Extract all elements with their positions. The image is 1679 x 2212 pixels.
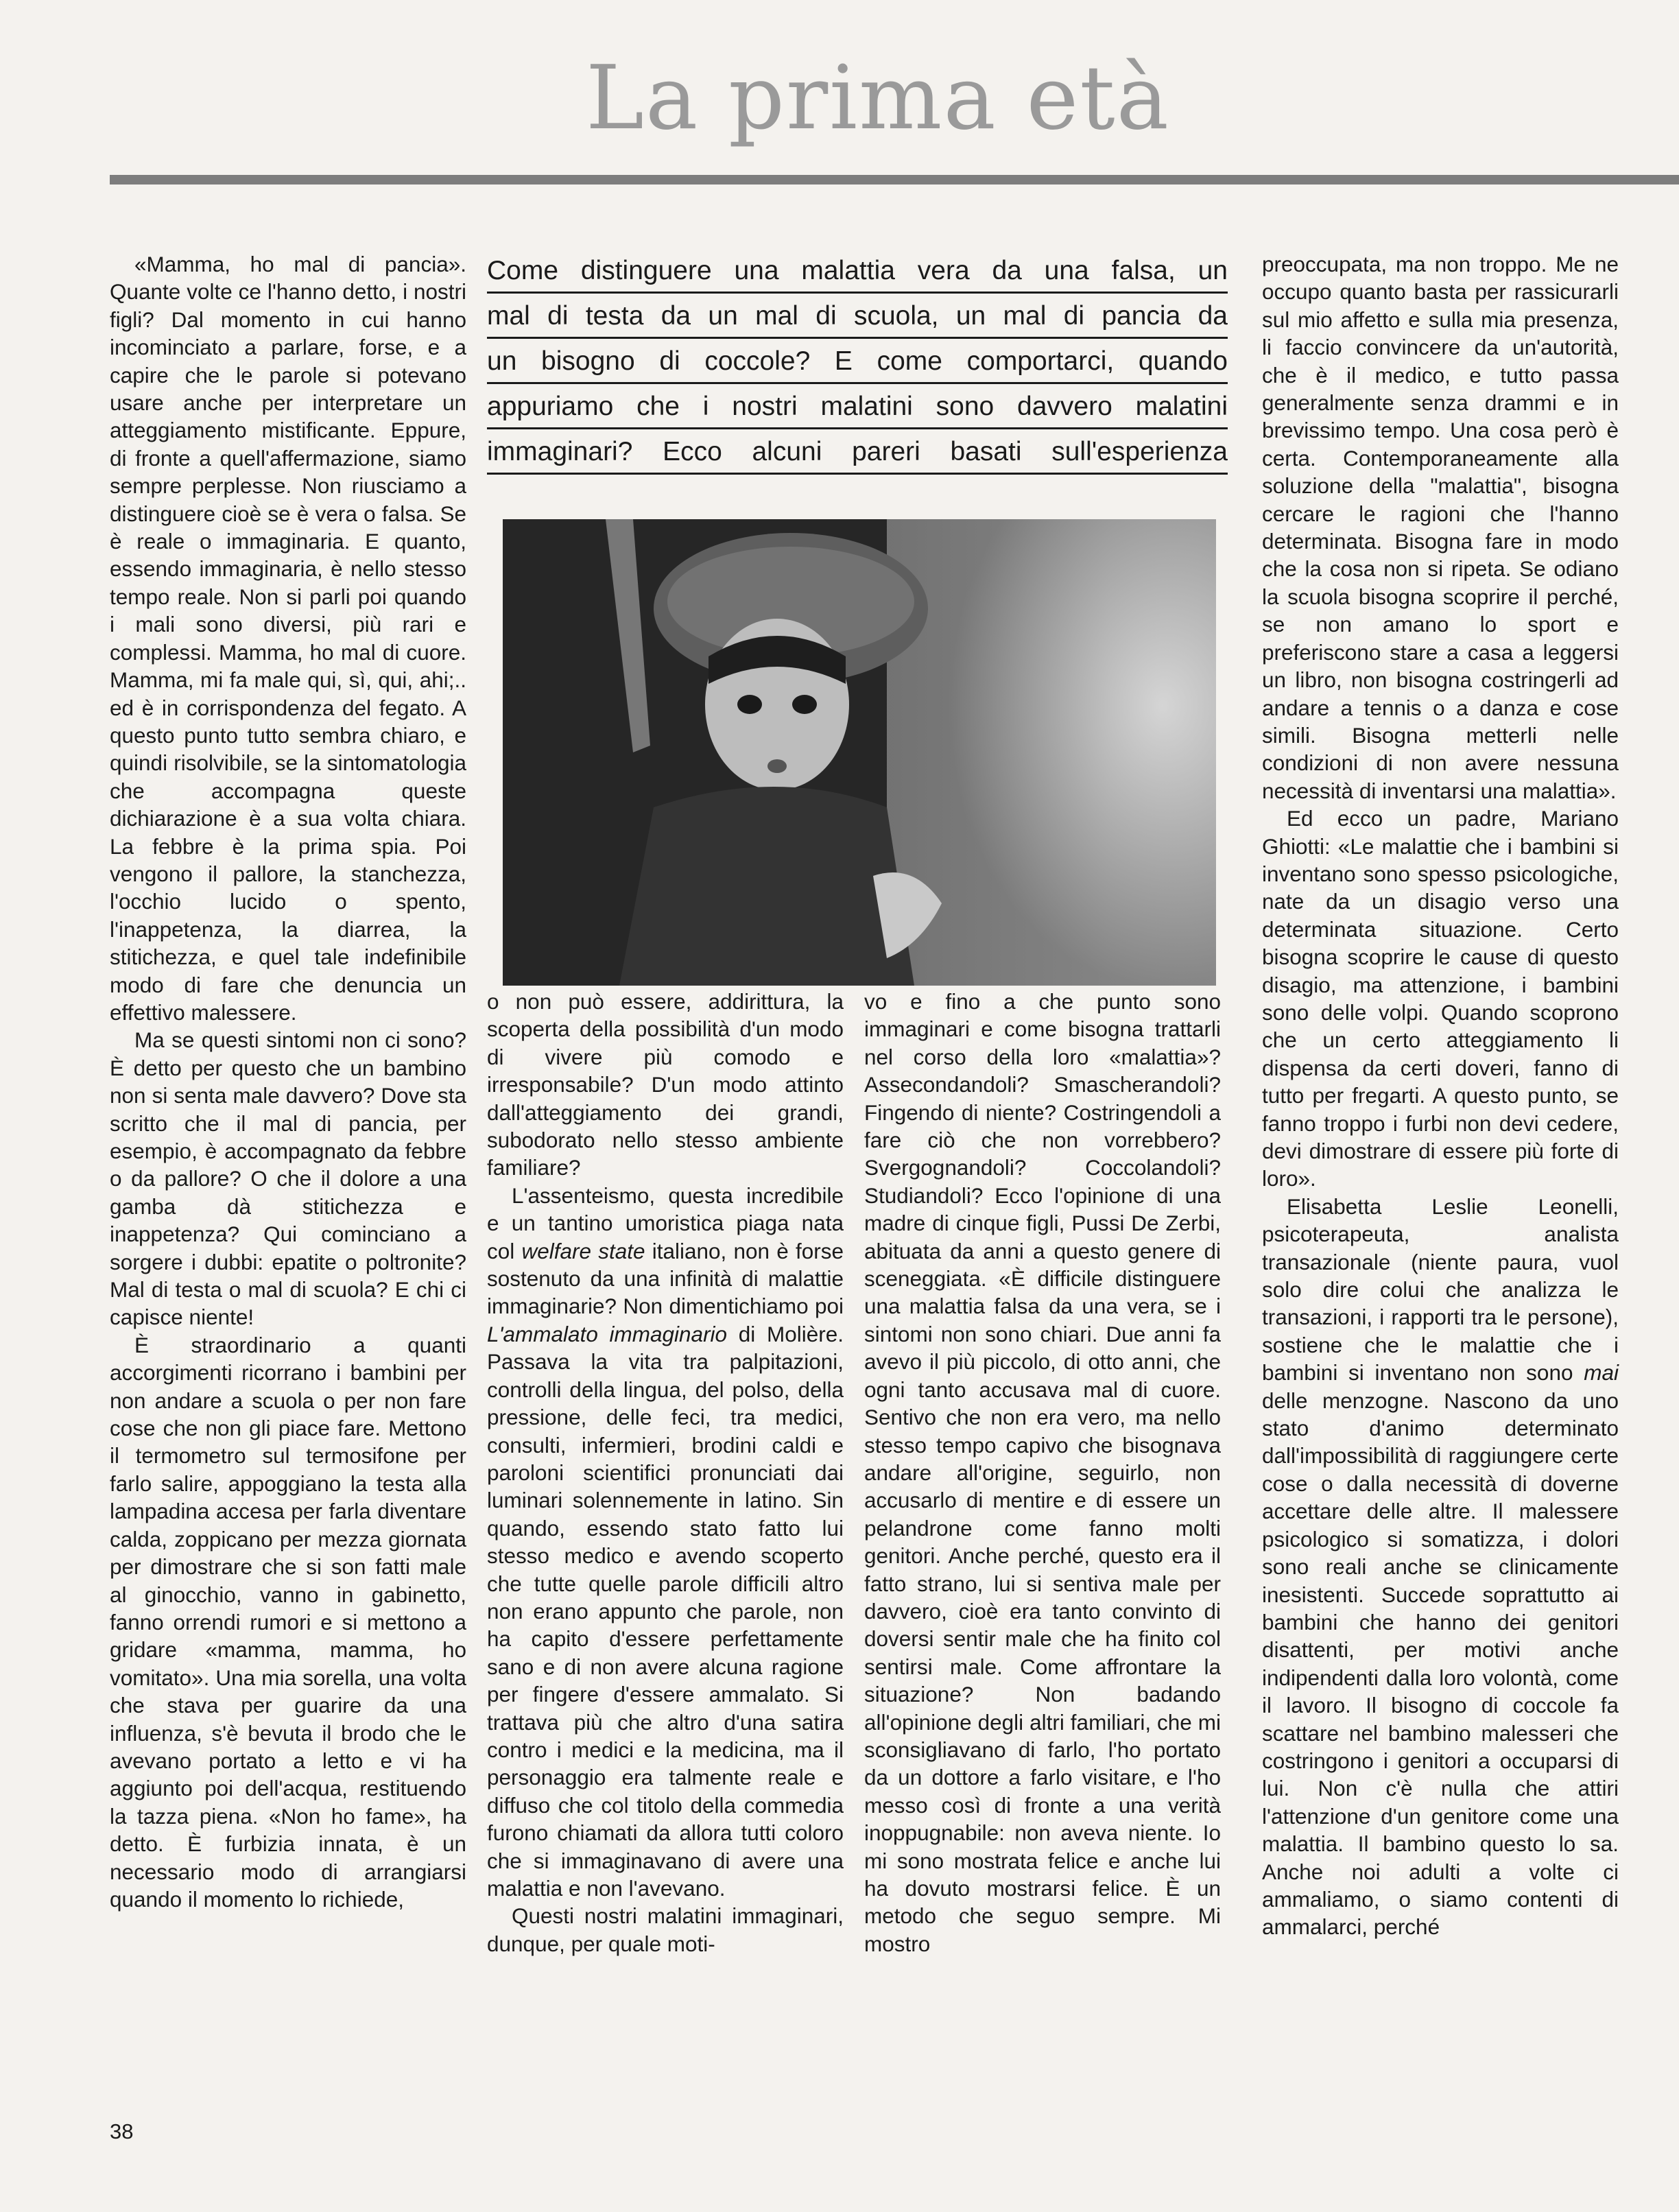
article-paragraph: o non può essere, addirittura, la scoperta della possibilità d'un modo di vivere più comodo e irresponsabile? D'un modo attinto dall'atteggiamento dei grandi, subodorato nello stesso ambiente familiare? (487, 989, 844, 1180)
article-subhead (487, 248, 1228, 475)
article-paragraph: Ma se questi sintomi non ci sono? È detto per questo che un bambino non si senta male davvero? Dove sta scritto che il mal di pancia, per esempio, è accompagnato da febbre o da pallore? O che il dolore a una gamba dà stitichezza e inappetenza? Qui cominciano a sorgere i dubbi: epatite o poltronite? Mal di testa o mal di scuola? E chi ci capisce niente! (110, 1027, 466, 1330)
text-run: di Molière. Passava la vita tra palpitazioni, controlli della lingua, del polso, della pressione, delle feci, tra medici, consulti, infermieri, brodini caldi e paroloni scientifici pronunciati dai luminari solennemente in latino. Sin quando, essendo stato fatto lui stesso medico e avendo scoperto che tutte quelle parole difficili altro non erano appunto che parole, non ha capito d'essere perfettamente sano e di non avere alcuna ragione per fingere d'essere ammalato. Si trattava più che altro d'una satira contro i medici e la medicina, ma il personaggio era talmente reale e diffuso che col titolo della commedia furono chiamati da allora tutti coloro che si immaginavano di avere una malattia e non l'avevano. (487, 1321, 844, 1901)
page-number: 38 (110, 2119, 134, 2143)
article-column-3 (864, 988, 1221, 1958)
subhead-line: immaginari? Ecco alcuni pareri basati sull'esperienza (487, 429, 1228, 475)
article-paragraph: «Mamma, ho mal di pancia». Quante volte ce l'hanno detto, i nostri figli? Dal momento in cui hanno incominciato a parlare, forse, e a capire che le parole si potevano usare anche per interpretare un atteggiamento mistificante. Eppure, di fronte a quell'affermazione, siamo sempre perplesse. Non riusciamo a distinguere cioè se è vera o falsa. Se è reale o immaginaria. E quanto, essendo immaginaria, è nello stesso tempo reale. Non si parli poi quando i mali sono diversi, più rari e complessi. Mamma, ho mal di cuore. Mamma, mi fa male qui, sì, qui, ahi;.. ed è in corrispondenza del fegato. A questo punto tutto sembra chiaro, e quindi risolvibile, se la sintomatologia che accompagna queste dichiarazione è a sua volta chiara. La febbre è la prima spia. Poi vengono il pallore, la stanchezza, l'occhio lucido o spento, l'inappetenza, la diarrea, la stitichezza, e quel tale indefinibile modo di fare che denuncia un effettivo malessere. (110, 252, 466, 1025)
text-run: delle menzogne. Nascono da uno stato d'animo determinato dall'impossibilità di raggiungere certe cose o dalla necessità di doverne accettare delle altre. Il malessere psicologico si somatizza, i dolori sono reali anche se clinicamente inesistenti. Succede soprattutto ai bambini che hanno dei genitori disattenti, per motivi anche indipendenti dalla loro volontà, come il lavoro. Il bisogno di coccole fa scattare nel bambino malesseri che costringono i genitori a occuparsi di lui. Non c'è nulla che attiri l'attenzione d'un genitore come una malattia. Il bambino questo lo sa. Anche noi adulti a volte ci ammaliamo, o siamo contenti di ammalarci, perché (1262, 1388, 1619, 1940)
child-photo (503, 519, 1216, 986)
article-column-4 (1262, 250, 1619, 1941)
article-column-2 (487, 988, 844, 1958)
article-paragraph (1262, 1193, 1619, 1941)
article-paragraph: vo e fino a che punto sono immaginari e come bisogna trattarli nel corso della loro «malattia»? Assecondandoli? Smascherandoli? Fingendo di niente? Costringendoli a fare ciò che non vorrebbero? Svergognandoli? Coccolandoli? Studiandoli? Ecco l'opinione di una madre di cinque figli, Pussi De Zerbi, abituata da anni a questo genere di sceneggiata. «È difficile distinguere una malattia falsa da una vera, se i sintomi non sono chiari. Due anni fa avevo il più piccolo, di otto anni, che ogni tanto accusava mal di cuore. Sentivo che non era vero, ma nello stesso tempo capivo che bisognava andare all'origine, seguirlo, non accusarlo di mentire e di essere un pelandrone come fanno molti genitori. Anche perché, questo era il fatto strano, lui si sentiva male per davvero, cioè era tanto convinto di doversi sentir male che ha finito col sentirsi male. Come affrontare la situazione? Non badando all'opinione degli altri familiari, che mi sconsigliavano di farlo, l'ho portato da un dottore a farlo visitare, e l'ho messo così di fronte a una verità inoppugnabile: non aveva niente. Io mi sono mostrata felice e anche lui ha dovuto mostrarsi felice. È un metodo che seguo sempre. Mi mostro (864, 989, 1221, 1956)
subhead-line: mal di testa da un mal di scuola, un mal di pancia da (487, 294, 1228, 339)
article-paragraph: Questi nostri malatini immaginari, dunque, per quale moti- (487, 1903, 844, 1956)
article-paragraph: È straordinario a quanti accorgimenti ricorrano i bambini per non andare a scuola o per non fare cose che non gli piace fare. Mettono il termometro sul termosifone per farlo salire, appoggiano la testa alla lampadina accesa per farla diventare calda, zoppicano per mezza giornata per dimostrare che si son fatti male al ginocchio, vanno in gabinetto, fanno orrendi rumori e si mettono a gridare «mamma, mamma, ho vomitato». Una mia sorella, una volta che stava per guarire da una influenza, s'è bevuta il brodo che le avevano portato a letto e vi ha aggiunto poi dell'acqua, restituendo la tazza piena. «Non ho fame», ha detto. È furbizia innata, è un necessario modo di arrangiarsi quando il momento lo richiede, (110, 1332, 466, 1912)
subhead-line: un bisogno di coccole? E come comportarci, quando (487, 339, 1228, 384)
text-run: italiano, non è forse sostenuto da una infinità di malattie immaginarie? Non dimentichiamo poi (487, 1238, 844, 1319)
page-title: La prima età (586, 47, 1170, 150)
text-run: Elisabetta Leslie Leonelli, psicoterapeuta, analista transazionale (niente paura, vuol solo dire colui che analizza le transazioni, i rapporti tra le persone), sostiene che le malattie che i bambini si inventano non sono (1262, 1193, 1619, 1386)
subhead-line: appuriamo che i nostri malatini sono davvero malatini (487, 384, 1228, 429)
article-paragraph: Ed ecco un padre, Mariano Ghiotti: «Le malattie che i bambini si inventano sono spesso psicologiche, nate da un disagio verso una determinata situazione. Certo bisogna scoprire le cause di questo disagio, ma attenzione, i bambini sono delle volpi. Quando scoprono che un certo atteggiamento li dispensa da certi doveri, fanno di tutto per fregarti. A questo punto, se fanno troppo i furbi non devi cedere, devi dimostrare di essere più forte di loro». (1262, 806, 1619, 1191)
italic-title: L'ammalato immaginario (487, 1321, 728, 1346)
italic-word: mai (1584, 1360, 1619, 1386)
child-photo-illustration (503, 519, 1216, 986)
article-column-1 (110, 250, 466, 1913)
article-paragraph (487, 1182, 844, 1903)
header-rule (110, 175, 1679, 185)
italic-phrase: welfare state (521, 1238, 645, 1263)
text-run: L'assenteismo, questa incredibile e un tantino umoristica piaga nata col (487, 1182, 844, 1263)
article-paragraph: preoccupata, ma non troppo. Me ne occupo quanto basta per rassicurarli sul mio affetto e sulla mia presenza, li faccio convincere da un'autorità, che è il medico, e tutto passa generalmente senza drammi e in brevissimo tempo. Una cosa però è certa. Contemporaneamente alla soluzione della "malattia", bisogna cercare le ragioni che l'hanno determinata. Bisogna fare in modo che la cosa non si ripeta. Se odiano la scuola bisogna scoprire il perché, se non amano lo sport e preferiscono stare a casa a leggersi un libro, non bisogna costringerli ad andare a tennis o a danza e cose simili. Bisogna metterli nelle condizioni di non avere nessuna necessità di inventarsi una malattia». (1262, 252, 1619, 803)
subhead-line: Come distinguere una malattia vera da una falsa, un (487, 248, 1228, 294)
